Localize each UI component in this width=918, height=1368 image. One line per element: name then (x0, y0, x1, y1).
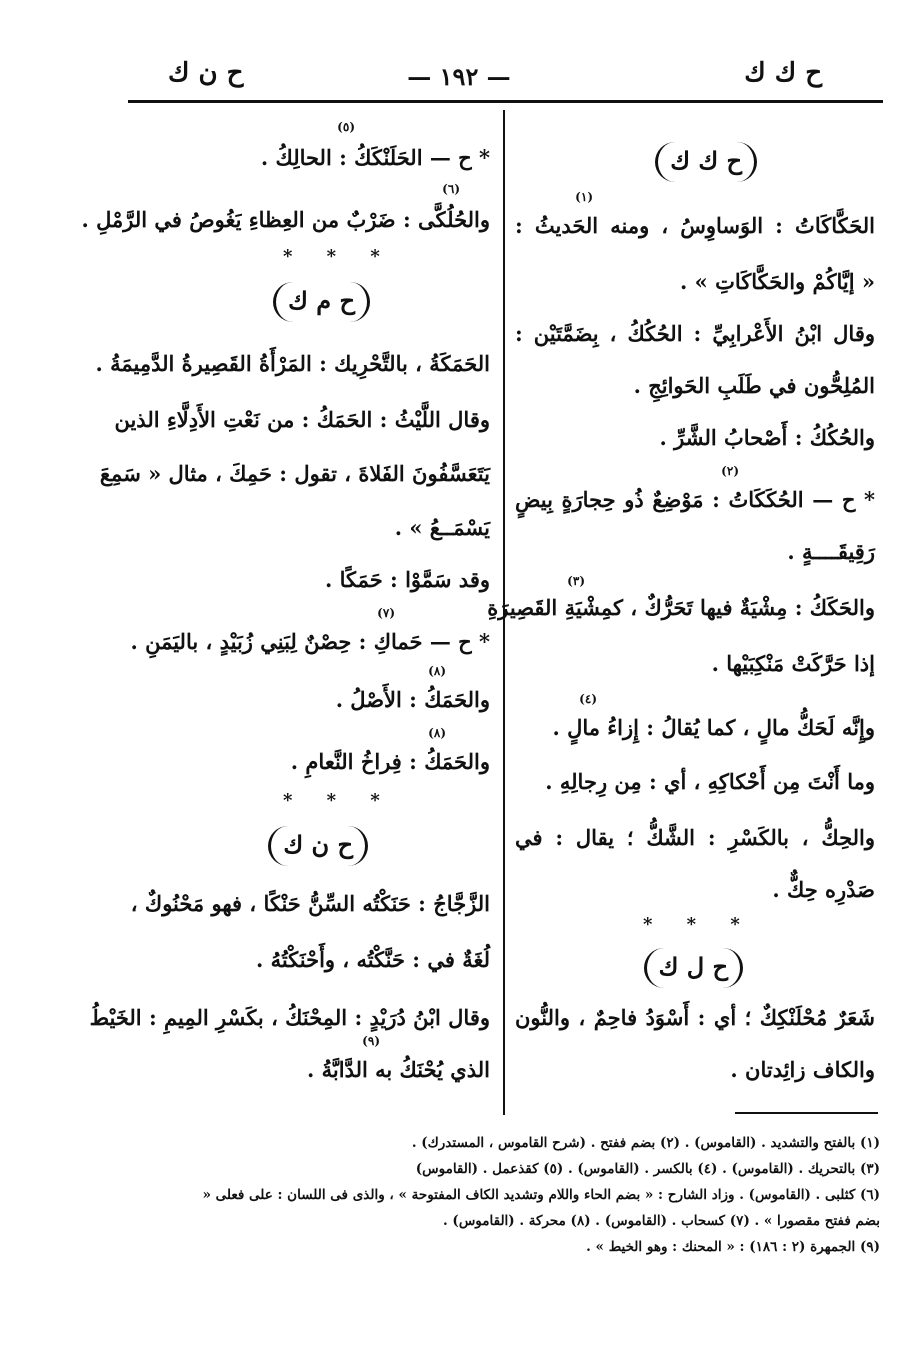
entry-line: لُغَةٌ في : حَنَّكْتُه ، وأَحْنَكْتُهُ . (255, 947, 490, 972)
footnote-mark: (٨) (428, 726, 446, 740)
entry-line: والكاف زائِدتان . (730, 1057, 875, 1082)
footnote-line: بضم ففتح مقصورا » . (٧) كسحاب . (القاموس) . (٨) محركة . (القاموس) . (443, 1213, 880, 1229)
entry-line: الحَمَكَةُ ، بالتَّحْرِيك : المَرْأَةُ القَصِيرةُ الدَّمِيمَةُ . (95, 351, 490, 376)
entry-line: وقال ابْنُ دُرَيْدٍ : المِحْنَكُ ، بكَسْرِ المِيمِ : الخَيْطُ (89, 1005, 490, 1030)
entry-line: شَعَرٌ مُحْلَنْكِكٌ ؛ أي : أَسْوَدُ فاحِمٌ ، والنُّون (515, 1005, 875, 1030)
footnote-mark: (٣) (567, 574, 585, 588)
footnote-mark: (٨) (428, 664, 446, 678)
section-heading-hkk: ح ك ك (655, 142, 757, 182)
section-separator: * * * (283, 790, 394, 811)
page-number: — ١٩٢ — (407, 62, 511, 91)
entry-line: الذي يُحْنَكُ به الدَّابَّةُ . (307, 1057, 490, 1082)
footnote-mark: (٧) (377, 606, 395, 620)
entry-line: والحُكُكُ : أَصْحابُ الشَّرِّ . (659, 425, 875, 450)
entry-line: يَتَعَسَّفُونَ الفَلاةَ ، تقول : حَمِكَ ، مثال « سَمِعَ (99, 461, 490, 486)
entry-line: * ح — الحَلَنْكَكُ : الحالِكُ . (260, 145, 490, 170)
entry-line: والحِكُّ ، بالكَسْرِ : الشَّكُّ ؛ يقال : في (515, 825, 875, 850)
entry-line: المُلِحُّون في طَلَبِ الحَوائِجِ . (633, 373, 875, 398)
running-head-left: ح ن ك (168, 58, 244, 88)
footnote-rule (735, 1112, 878, 1114)
footnote-line: (٩) الجمهرة (٢ : ١٨٦) : « المحنك : وهو الخيط » . (586, 1239, 880, 1255)
section-separator: * * * (643, 914, 754, 935)
entry-line: وإِنَّه لَحَكُّ مالٍ ، كما يُقالُ : إِزاءُ مالٍ . (552, 715, 875, 740)
entry-line: والحُلُكَّى : ضَرْبٌ من العِظاءِ يَغُوصُ في الرَّمْلِ . (81, 207, 490, 232)
entry-line: والحَكَكُ : مِشْيَةٌ فيها تَحَرُّكٌ ، كمِشْيَةِ القَصِيرَةِ (487, 595, 875, 620)
footnote-line: (٦) كثلبى . (القاموس) . وزاد الشارح : « بضم الحاء واللام وتشديد الكاف المفتوحة » ، والذى فى اللسان : على فعلى « (202, 1187, 880, 1203)
footnote-line: (١) بالفتح والتشديد . (القاموس) . (٢) بضم ففتح . (شرح القاموس ، المستدرك) . (411, 1135, 880, 1151)
entry-line: وقال اللَّيْثُ : الحَمَكُ : من نَعْتِ الأَدِلَّاءِ الذين (114, 407, 490, 432)
footnote-mark: (٤) (579, 692, 597, 706)
entry-line: رَقِيقَــــةٍ . (787, 539, 875, 564)
footnote-mark: (٩) (362, 1034, 380, 1048)
header-rule (128, 100, 883, 103)
footnote-line: (٣) بالتحريك . (القاموس) . (٤) بالكسر . (القاموس) . (٥) كقذعمل . (القاموس) (415, 1161, 880, 1177)
entry-line: إذا حَرَّكَتْ مَنْكِبَيْها . (711, 651, 875, 676)
footnote-mark: (٢) (721, 464, 739, 478)
entry-line: والحَمَكُ : الأَصْلُ . (335, 687, 490, 712)
entry-line: وقال ابْنُ الأَعْرابِيِّ : الحُكُكُ ، بِضَمَّتَيْن : (515, 321, 875, 346)
entry-line: والحَمَكُ : فِراخُ النَّعامِ . (290, 749, 490, 774)
running-head-right: ح ك ك (744, 58, 822, 88)
entry-line: يَسْمَــعُ » . (394, 515, 490, 540)
entry-line: الحَكَّاكَاتُ : الوَساوِسُ ، ومنه الحَديثُ : (515, 213, 875, 238)
entry-line: * ح — الحُكَكَاتُ : مَوْضِعٌ ذُو حِجارَةٍ بِيضٍ (515, 487, 875, 512)
footnote-mark: (٦) (442, 182, 460, 196)
section-separator: * * * (283, 246, 394, 267)
entry-line: * ح — حَماكِ : حِصْنٌ لِبَنِي زُبَيْدٍ ، باليَمَنِ . (130, 629, 490, 654)
footnote-mark: (٥) (337, 120, 355, 134)
entry-line: الزَّجَّاجُ : حَنَكْتُه السِّنُّ حَنْكًا ، فهو مَحْنُوكٌ ، (130, 891, 490, 916)
section-heading-hlk: ح ل ك (644, 948, 743, 988)
footnote-mark: (١) (575, 190, 593, 204)
section-heading-hnk: ح ن ك (268, 826, 368, 866)
entry-line: وما أَنْتَ مِن أَحْكاكِهِ ، أي : مِن رِجالِهِ . (545, 769, 875, 794)
entry-line: « إيَّاكُمْ والحَكَّاكَاتِ » . (680, 269, 875, 294)
entry-line: وقد سَمَّوْا : حَمَكًا . (324, 567, 490, 592)
section-heading-hmk: ح م ك (273, 282, 370, 322)
entry-line: صَدْرِه حِكٌّ . (772, 877, 875, 902)
